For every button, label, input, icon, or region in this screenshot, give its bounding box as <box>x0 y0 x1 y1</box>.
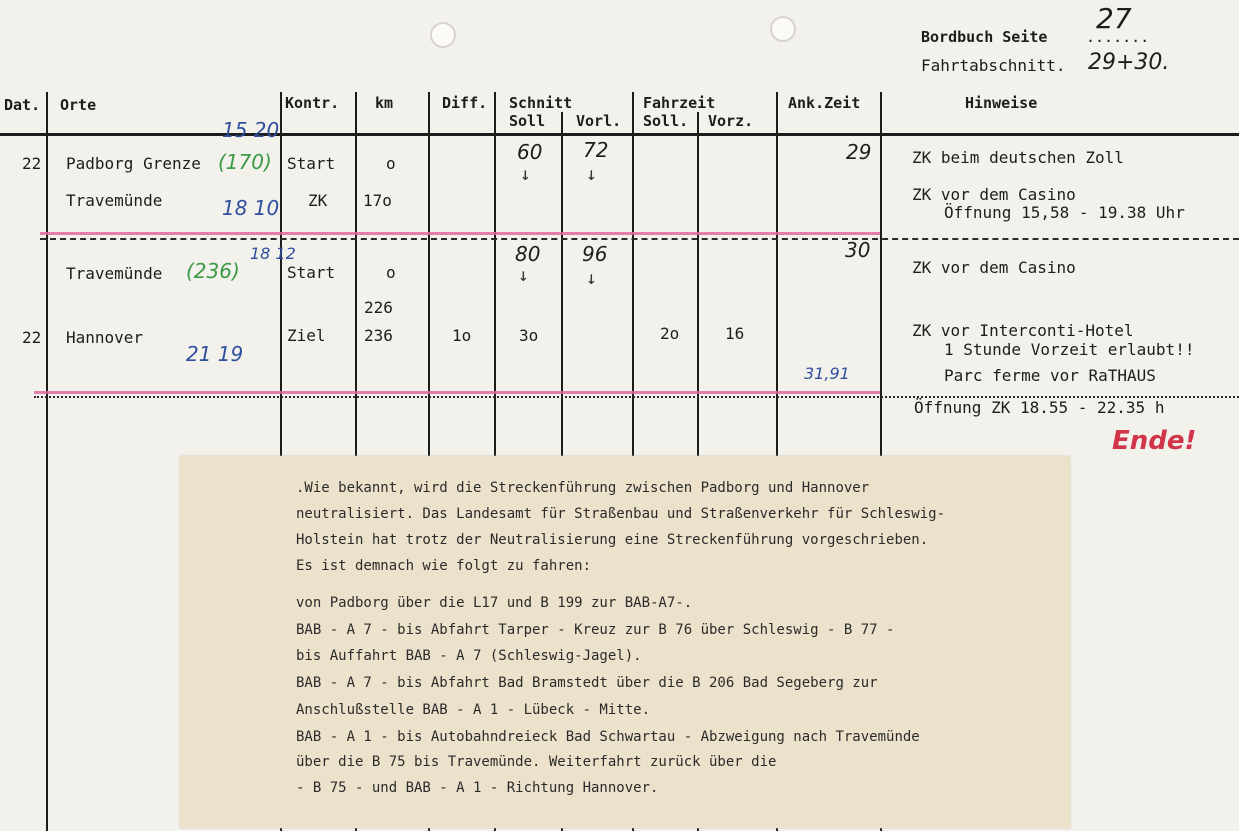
row-control: Ziel <box>287 326 326 345</box>
schnitt-vorl-value: 72 <box>583 138 609 162</box>
punch-hole-left <box>430 22 456 48</box>
hint-text: ZK vor dem Casino <box>912 258 1076 277</box>
down-arrow-icon: ↓ <box>518 265 529 286</box>
row-diff: 1o <box>452 326 472 345</box>
col-ank-zeit: Ank.Zeit <box>788 94 861 112</box>
page-number: 27 <box>1096 2 1132 35</box>
col-km: km <box>375 94 394 112</box>
col-kontr: Kontr. <box>285 94 340 112</box>
row-km: o <box>386 263 396 282</box>
note-line: BAB - A 7 - bis Abfahrt Bad Bramstedt über die B 206 Bad Segeberg zur <box>296 675 878 691</box>
ende-note: Ende! <box>1112 426 1197 456</box>
note-line: Anschlußstelle BAB - A 1 - Lübeck - Mitte. <box>296 702 651 718</box>
col-fahrzeit-soll: Soll. <box>643 112 689 130</box>
row-date: 22 <box>22 154 42 173</box>
col-schnitt: Schnitt <box>509 94 573 112</box>
hint-text: 1 Stunde Vorzeit erlaubt!! <box>944 340 1195 359</box>
section-separator <box>40 238 1239 240</box>
col-hinweise: Hinweise <box>965 94 1038 112</box>
col-orte: Orte <box>60 96 97 114</box>
col-fahrzeit-vorz: Vorz. <box>708 112 754 130</box>
section-value: 29+30. <box>1088 50 1170 75</box>
row-place: Travemünde <box>66 191 163 210</box>
col-dat: Dat. <box>4 96 41 114</box>
note-line: Es ist demnach wie folgt zu fahren: <box>296 558 592 574</box>
down-arrow-icon: ↓ <box>586 268 597 289</box>
note-line: von Padborg über die L17 und B 199 zur BAB-A7-. <box>296 595 693 611</box>
note-line: Holstein hat trotz der Neutralisierung eine Streckenführung vorgeschrieben. <box>296 532 929 548</box>
schnitt-vorl-value: 96 <box>582 242 608 266</box>
row-place: Hannover <box>66 328 144 347</box>
km-note: (236) <box>186 259 240 283</box>
row-control: Start <box>287 263 336 282</box>
marker-line <box>40 232 880 235</box>
arrival-note: 31,91 <box>804 364 850 383</box>
col-fahrzeit: Fahrzeit <box>643 94 716 112</box>
row-place: Padborg Grenze <box>66 154 201 173</box>
note-line: über die B 75 bis Travemünde. Weiterfahrt zurück über die <box>296 754 777 770</box>
time-note: 18 12 <box>250 244 296 263</box>
page-dots: ....... <box>1086 28 1150 46</box>
page-label: Bordbuch Seite <box>921 28 1048 46</box>
schnitt-soll-value: 80 <box>515 242 541 266</box>
schnitt-soll-value: 60 <box>517 140 543 164</box>
col-schnitt-vorl: Vorl. <box>576 112 622 130</box>
marker-line <box>34 391 880 394</box>
punch-hole-right <box>770 16 796 42</box>
col-diff: Diff. <box>442 94 488 112</box>
row-km: o <box>386 154 396 173</box>
note-line: BAB - A 7 - bis Abfahrt Tarper - Kreuz zur B 76 über Schleswig - B 77 - <box>296 622 895 638</box>
arrival-value: 29 <box>846 140 872 164</box>
hint-text: Parc ferme vor RaTHAUS <box>944 366 1156 385</box>
hint-text: Öffnung 15,58 - 19.38 Uhr <box>944 203 1185 222</box>
header-rule <box>0 133 1239 136</box>
row-fahrzeit-vorz: 16 <box>725 324 745 343</box>
note-line: bis Auffahrt BAB - A 7 (Schleswig-Jagel). <box>296 648 642 664</box>
section-label: Fahrtabschnitt. <box>921 56 1066 75</box>
row-fahrzeit-soll: 2o <box>660 324 680 343</box>
row-schnitt-soll: 3o <box>519 326 539 345</box>
hint-text: Öffnung ZK 18.55 - 22.35 h <box>914 398 1165 417</box>
col-schnitt-soll: Soll <box>509 112 546 130</box>
down-arrow-icon: ↓ <box>520 164 531 185</box>
row-control: ZK <box>308 191 328 210</box>
row-place: Travemünde <box>66 264 163 283</box>
row-km: 236 <box>364 326 393 345</box>
time-note: 18 10 <box>222 196 280 220</box>
note-line: .Wie bekannt, wird die Streckenführung zwischen Padborg und Hannover <box>296 480 870 496</box>
arrival-value: 30 <box>845 238 871 262</box>
note-line: neutralisiert. Das Landesamt für Straßenbau und Straßenverkehr für Schleswig- <box>296 506 946 522</box>
note-line: BAB - A 1 - bis Autobahndreieck Bad Schwartau - Abzweigung nach Travemünde <box>296 729 920 745</box>
grid-line <box>46 92 48 831</box>
row-km-extra: 226 <box>364 298 393 317</box>
pasted-note <box>180 456 1070 828</box>
hint-text: ZK vor dem Casino <box>912 185 1076 204</box>
row-km: 17o <box>363 191 392 210</box>
hint-text: ZK vor Interconti-Hotel <box>912 321 1134 340</box>
note-line: - B 75 - und BAB - A 1 - Richtung Hannover. <box>296 780 659 796</box>
time-note: 21 19 <box>186 342 244 366</box>
down-arrow-icon: ↓ <box>586 164 597 185</box>
row-date: 22 <box>22 328 42 347</box>
hint-text: ZK beim deutschen Zoll <box>912 148 1124 167</box>
km-note: (170) <box>218 150 272 174</box>
row-control: Start <box>287 154 336 173</box>
time-note: 15 20 <box>222 118 280 142</box>
